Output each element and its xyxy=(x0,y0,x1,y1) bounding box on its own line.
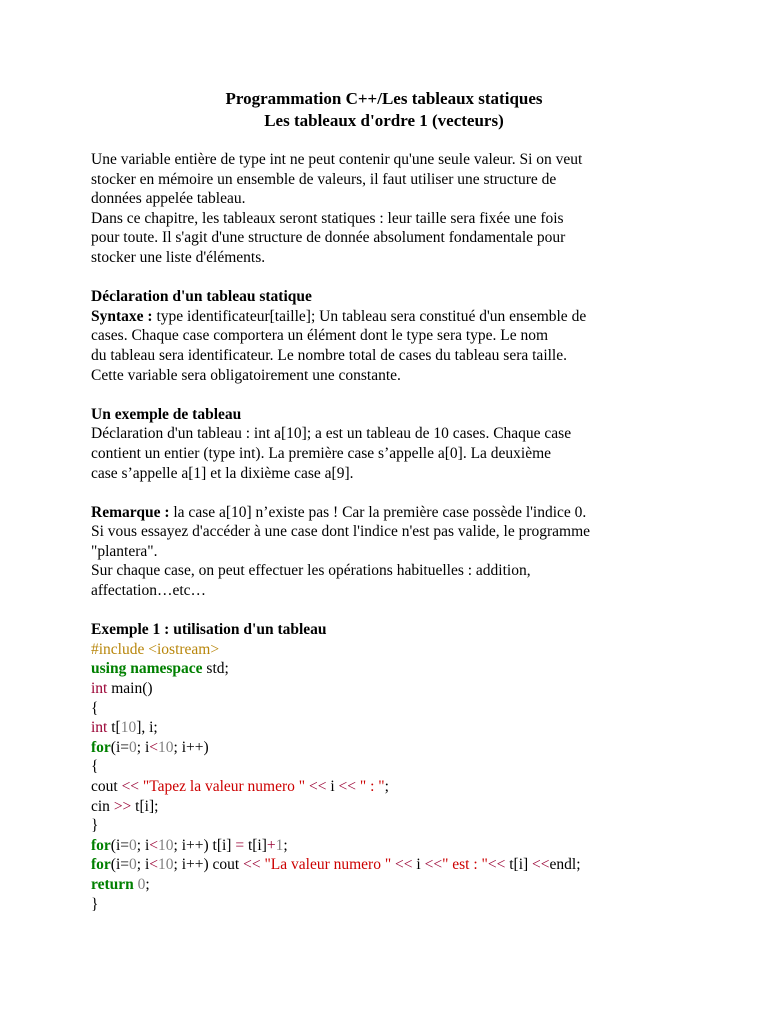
code-line: int t[10], i; xyxy=(91,719,158,737)
page-subtitle: Les tableaux d'ordre 1 (vecteurs) xyxy=(264,111,504,130)
text-line: du tableau sera identificateur. Le nombre total de cases du tableau sera taille. xyxy=(91,346,567,364)
code-line: cin >> t[i]; xyxy=(91,797,159,815)
code-line: for(i=0; i<10; i++) cout << "La valeur numero " << i <<" est : "<< t[i] <<endl; xyxy=(91,856,581,874)
code-line: } xyxy=(91,895,99,913)
remark-label: Remarque : xyxy=(91,503,170,521)
code-line: using namespace std; xyxy=(91,660,229,678)
text-line: "plantera". xyxy=(91,542,158,560)
text-line: type identificateur[taille]; Un tableau sera constitué d'un ensemble de xyxy=(152,307,587,325)
title-block xyxy=(0,88,768,132)
code-line: int main() xyxy=(91,680,153,698)
code-line: { xyxy=(91,758,99,776)
section-heading: Exemple 1 : utilisation d'un tableau xyxy=(91,621,327,639)
text-line: Déclaration d'un tableau : int a[10]; a est un tableau de 10 cases. Chaque case xyxy=(91,425,572,443)
page-title: Programmation C++/Les tableaux statiques xyxy=(225,89,543,108)
text-line: pour toute. Il s'agit d'une structure de donnée absolument fondamentale pour xyxy=(91,229,566,247)
code-line: return 0; xyxy=(91,875,150,893)
text-line: Sur chaque case, on peut effectuer les opérations habituelles : addition, xyxy=(91,562,531,580)
declaration-section xyxy=(91,287,691,385)
syntax-label: Syntaxe : xyxy=(91,307,153,325)
text-line: la case a[10] n’existe pas ! Car la première case possède l'indice 0. xyxy=(169,503,587,521)
text-line: affectation…etc… xyxy=(91,582,207,600)
text-line: stocker en mémoire un ensemble de valeurs, il faut utiliser une structure de xyxy=(91,170,557,188)
section-heading: Déclaration d'un tableau statique xyxy=(91,288,312,306)
document-body xyxy=(91,150,691,914)
text-line: cases. Chaque case comportera un élément dont le type sera type. Le nom xyxy=(91,327,549,345)
example1-section xyxy=(91,620,691,914)
text-line: Cette variable sera obligatoirement une constante. xyxy=(91,366,401,384)
code-line: cout << "Tapez la valeur numero " << i << " : "; xyxy=(91,778,389,795)
intro-paragraph xyxy=(91,150,691,268)
code-line: for(i=0; i<10; i++) t[i] = t[i]+1; xyxy=(91,836,288,854)
code-line: } xyxy=(91,817,99,835)
code-line: for(i=0; i<10; i++) xyxy=(91,738,209,756)
text-line: données appelée tableau. xyxy=(91,190,246,208)
remark-section xyxy=(91,503,691,601)
section-heading: Un exemple de tableau xyxy=(91,405,242,423)
text-line: stocker une liste d'éléments. xyxy=(91,248,266,266)
text-line: case s’appelle a[1] et la dixième case a[9]. xyxy=(91,464,354,482)
text-line: Si vous essayez d'accéder à une case dont l'indice n'est pas valide, le programme xyxy=(91,523,591,541)
text-line: Dans ce chapitre, les tableaux seront statiques : leur taille sera fixée une fois xyxy=(91,209,564,227)
text-line: contient un entier (type int). La première case s’appelle a[0]. La deuxième xyxy=(91,444,552,462)
code-line: #include <iostream> xyxy=(91,640,220,658)
example-section xyxy=(91,405,691,483)
code-line: { xyxy=(91,699,99,717)
text-line: Une variable entière de type int ne peut contenir qu'une seule valeur. Si on veut xyxy=(91,151,583,168)
code-block xyxy=(91,640,691,914)
